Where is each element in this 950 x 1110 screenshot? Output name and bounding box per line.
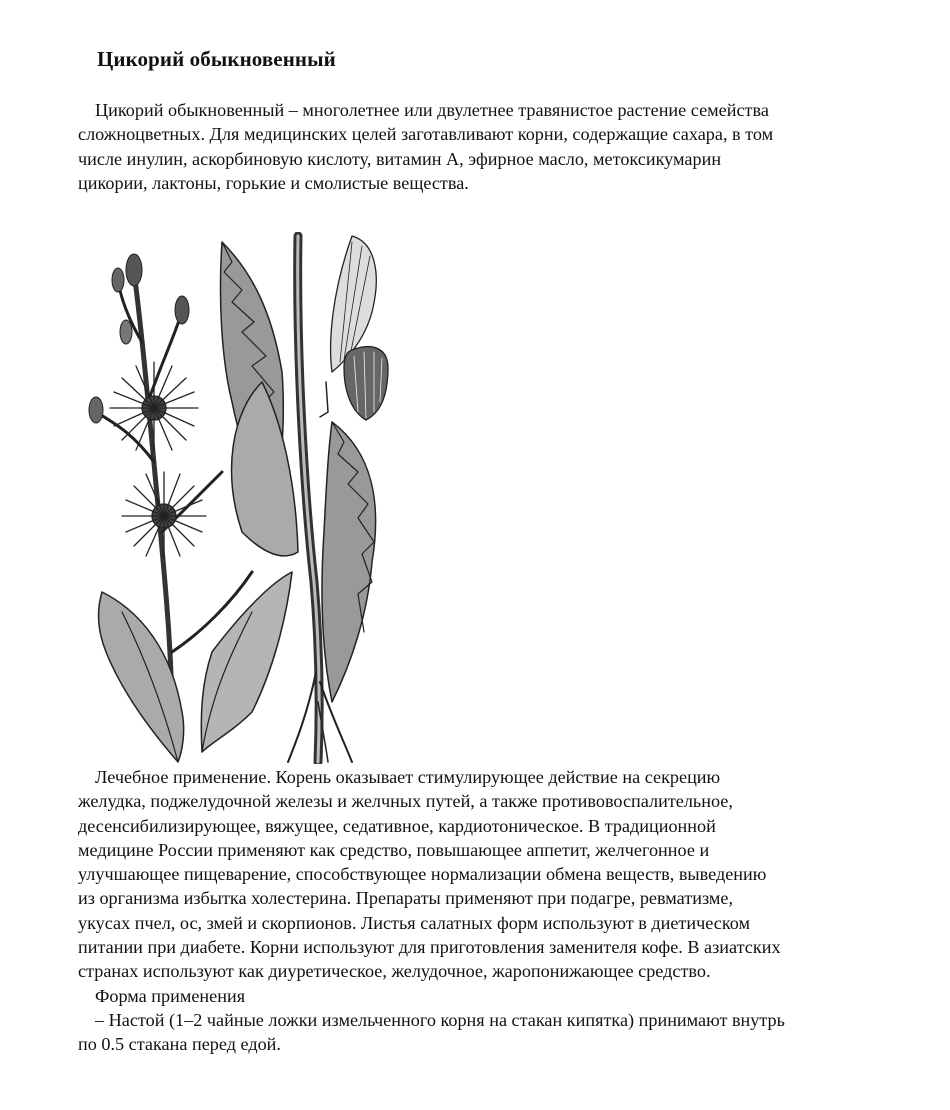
text-line: медицине России применяют как средство, повышающее аппетит, желчегонное и — [78, 839, 710, 860]
text-line: цикории, лактоны, горькие и смолистые вещества. — [78, 172, 469, 193]
text-line: укусах пчел, ос, змей и скорпионов. Листья салатных форм используют в диетическом — [78, 912, 751, 933]
section-heading-form: Форма применения — [95, 985, 246, 1006]
text-line: из организма избытка холестерина. Препараты применяют при подагре, ревматизме, — [78, 888, 733, 909]
chicory-plant-icon — [82, 232, 392, 764]
intro-paragraph — [78, 98, 908, 195]
usage-paragraph — [78, 765, 908, 1057]
chicory-plant-illustration — [82, 232, 392, 764]
text-line: Лечебное применение. Корень оказывает стимулирующее действие на секрецию — [95, 767, 721, 787]
text-line: питании при диабете. Корни используют для приготовления заменителя кофе. В азиатских — [78, 937, 781, 958]
text-line: числе инулин, аскорбиновую кислоту, витамин А, эфирное масло, метоксикумарин — [78, 148, 722, 169]
text-line: Цикорий обыкновенный – многолетнее или двулетнее травянистое растение семейства — [95, 100, 769, 120]
text-line: странах используют как диуретическое, желудочное, жаропонижающее средство. — [78, 961, 711, 982]
text-line: – Настой (1–2 чайные ложки измельченного корня на стакан кипятка) принимают внутрь — [95, 1009, 785, 1030]
text-line: сложноцветных. Для медицинских целей заготавливают корни, содержащие сахара, в том — [78, 124, 774, 145]
text-line: желудка, поджелудочной железы и желчных путей, а также противовоспалительное, — [78, 791, 733, 812]
text-line: десенсибилизирующее, вяжущее, седативное, кардиотоническое. В традиционной — [78, 815, 716, 836]
text-line: по 0.5 стакана перед едой. — [78, 1034, 281, 1055]
text-line: улучшающее пищеварение, способствующее нормализации обмена веществ, выведению — [78, 864, 767, 885]
page-title: Цикорий обыкновенный — [97, 47, 336, 71]
